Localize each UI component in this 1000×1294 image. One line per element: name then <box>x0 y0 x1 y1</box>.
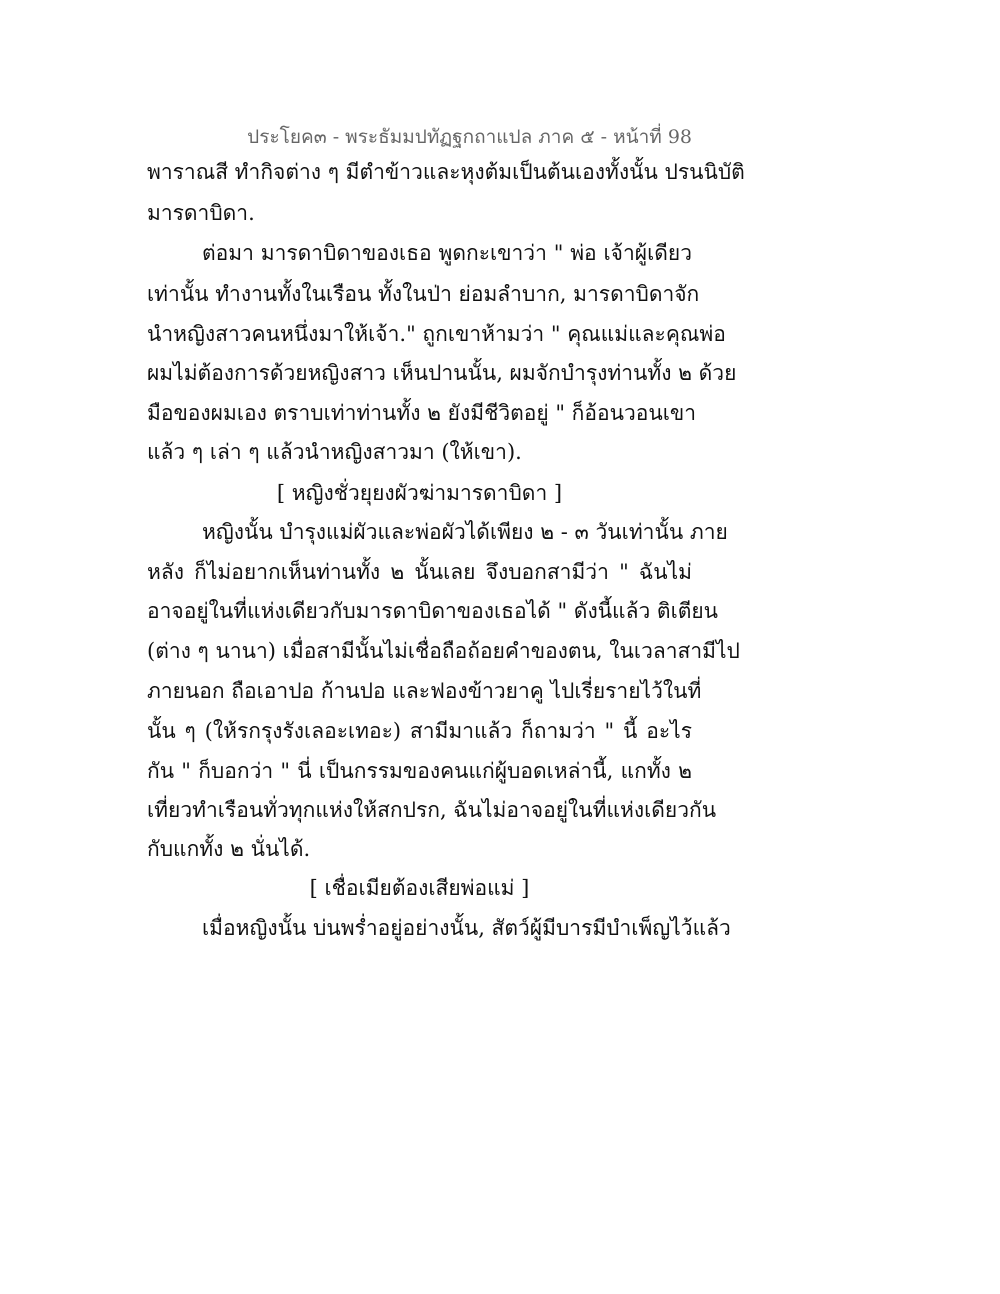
text-line: ผมไม่ต้องการด้วยหญิงสาว เห็นปานนั้น, ผมจักบำรุงท่านทั้ง ๒ ด้วย <box>147 361 737 385</box>
text-line: หญิงนั้น บำรุงแม่ผัวและพ่อผัวได้เพียง ๒ - ๓ วันเท่านั้น ภาย <box>202 520 728 544</box>
text-line: แล้ว ๆ เล่า ๆ แล้วนำหญิงสาวมา (ให้เขา). <box>147 440 522 464</box>
text-line: อาจอยู่ในที่แห่งเดียวกับมารดาบิดาของเธอได้ " ดังนี้แล้ว ติเตียน <box>147 599 719 623</box>
text-line: หลัง ก็ไม่อยากเห็นท่านทั้ง ๒ นั้นเลย จึงบอกสามีว่า " ฉันไม่ <box>147 560 692 584</box>
text-line: นำหญิงสาวคนหนึ่งมาให้เจ้า." ถูกเขาห้ามว่า " คุณแม่และคุณพ่อ <box>147 322 726 346</box>
section-heading: [ หญิงชั่วยุยงผัวฆ่ามารดาบิดา ] <box>276 481 563 505</box>
text-line: กับแกทั้ง ๒ นั่นได้. <box>147 837 311 861</box>
text-line: มารดาบิดา. <box>147 201 255 225</box>
text-line: พาราณสี ทำกิจต่าง ๆ มีตำข้าวและหุงต้มเป็นต้นเองทั้งนั้น ปรนนิบัติ <box>147 160 745 184</box>
text-line: ภายนอก ถือเอาปอ ก้านปอ และฟองข้าวยาคู ไปเรี่ยรายไว้ในที่ <box>147 679 702 703</box>
text-line: ต่อมา มารดาบิดาของเธอ พูดกะเขาว่า " พ่อ เจ้าผู้เดียว <box>202 241 692 265</box>
text-line: นั้น ๆ (ให้รกรุงรังเลอะเทอะ) สามีมาแล้ว ก็ถามว่า " นี้ อะไร <box>147 719 692 743</box>
text-line: (ต่าง ๆ นานา) เมื่อสามีนั้นไม่เชื่อถือถ้อยคำของตน, ในเวลาสามีไป <box>147 639 740 663</box>
text-line: เท่านั้น ทำงานทั้งในเรือน ทั้งในป่า ย่อมลำบาก, มารดาบิดาจัก <box>147 282 700 306</box>
text-line: เที่ยวทำเรือนทั่วทุกแห่งให้สกปรก, ฉันไม่อาจอยู่ในที่แห่งเดียวกัน <box>147 798 717 822</box>
running-header: ประโยค๓ - พระธัมมปทัฏฐกถาแปล ภาค ๕ - หน้าที่ 98 <box>247 126 692 148</box>
text-line: มือของผมเอง ตราบเท่าท่านทั้ง ๒ ยังมีชีวิตอยู่ " ก็อ้อนวอนเขา <box>147 401 697 425</box>
text-line: เมื่อหญิงนั้น บ่นพร่ำอยู่อย่างนั้น, สัตว์ผู้มีบารมีบำเพ็ญไว้แล้ว <box>202 916 731 940</box>
text-line: กัน " ก็บอกว่า " นี่ เป็นกรรมของคนแก่ผู้บอดเหล่านี้, แกทั้ง ๒ <box>147 759 692 783</box>
section-heading: [ เชื่อเมียต้องเสียพ่อแม่ ] <box>309 876 530 900</box>
